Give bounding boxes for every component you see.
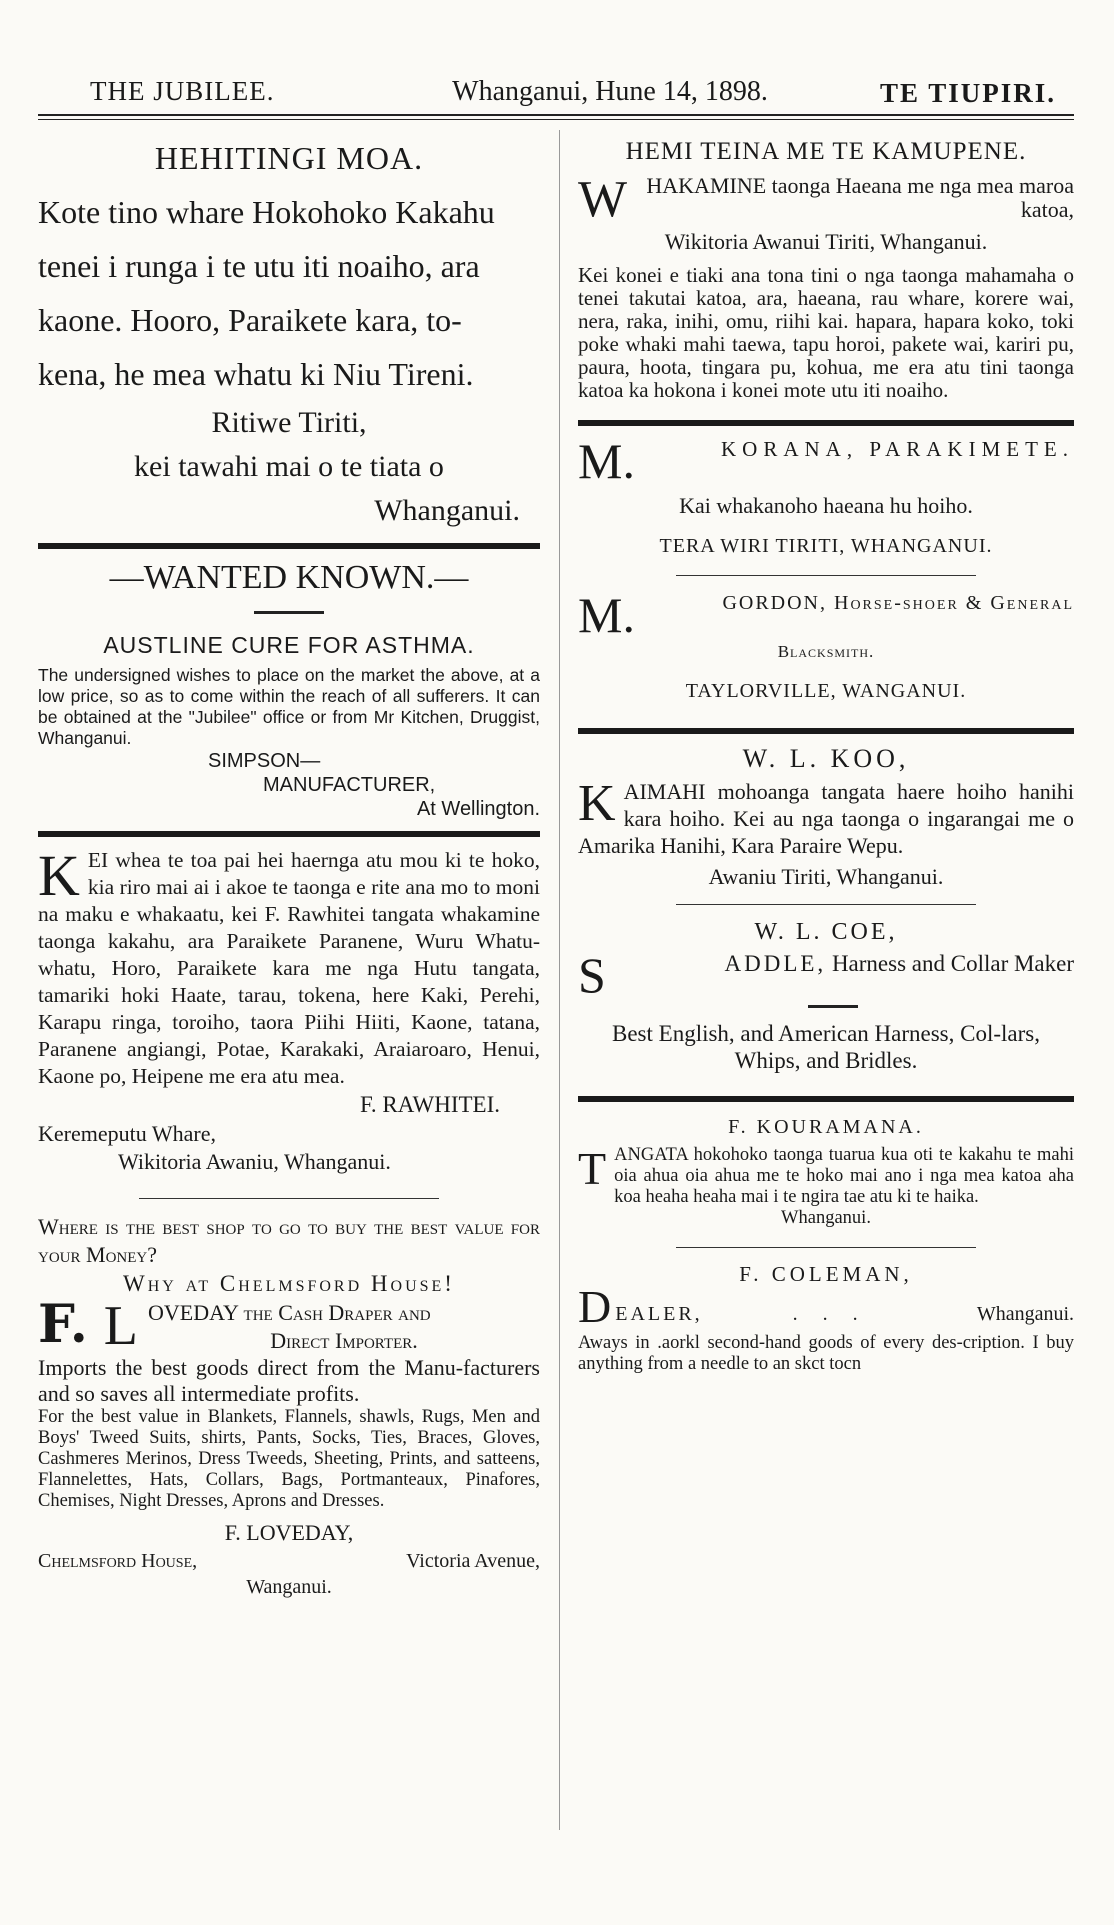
dropcap: K — [578, 775, 616, 833]
loveday-address — [38, 1548, 540, 1574]
hehitingi-town: Whanganui. — [374, 494, 520, 527]
masthead-rule-thin — [38, 119, 1074, 120]
section-rule — [578, 420, 1074, 426]
coe-body: Best English, and American Harness, Col-lars, Whips, and Bridles. — [612, 1020, 1040, 1073]
section-rule — [38, 831, 540, 837]
loveday-ad — [38, 1213, 540, 1600]
rawhitei-addr1: Keremeputu Whare, — [38, 1121, 216, 1146]
coleman-ad — [578, 1262, 1074, 1375]
loveday-heading — [38, 1294, 540, 1357]
asthma-sig-title: MANUFACTURER, — [263, 774, 436, 796]
title-dash — [808, 1005, 858, 1008]
coe-title: W. L. COE, — [754, 919, 898, 946]
hehitingi-line: tenei i runga i te utu iti noaiho, ara — [38, 248, 480, 284]
dropcap: S — [578, 947, 606, 1004]
kouramana-title: F. KOURAMANA. — [728, 1115, 924, 1138]
loveday-avenue: Victoria Avenue, — [406, 1550, 540, 1572]
section-rule-thin — [676, 575, 976, 576]
coleman-title: F. COLEMAN, — [739, 1261, 913, 1286]
rawhitei-body: EI whea te toa pai hei haernga atu mou ki te hoko, kia riro mai ai i akoe te taonga e rite ana mo to moni na maku e whakaatu, kei F. Rawhitei tangata whakamine taonga kakahu, ara Paraikete Paranene, Wuru Whatu-whatu, Horo, Paraikete kara me nga Hutu tangata, tamariki hoki Haate, tarau, tokena, here Kaki, Perehi, Karapu ringa, toroiho, taora Piihi Hiiti, Kaone, tatana, Paranene angiangi, Potae, Karakaki, Araiaroaro, Henui, Kaone po, Heipene me era atu mea. — [38, 848, 540, 1088]
coleman-heading — [578, 1280, 1074, 1332]
coleman-body: Aways in .aorkl second-hand goods of every des-cription. I buy anything from a needle to an skct tocn — [578, 1332, 1074, 1374]
hemi-ad — [578, 138, 1074, 402]
hehitingi-body — [38, 185, 540, 401]
title-dash — [254, 611, 324, 614]
right-column — [578, 130, 1074, 1375]
coleman-town: Whanganui. — [976, 1302, 1074, 1325]
dropcap: M. — [578, 586, 635, 643]
hemi-address: Wikitoria Awanui Tiriti, Whanganui. — [664, 229, 988, 255]
loveday-town: Wanganui. — [246, 1576, 332, 1598]
wanted-known-ad — [38, 559, 540, 821]
korana-line2: TERA WIRI TIRITI, WHANGANUI. — [659, 534, 993, 557]
hehitingi-street: Ritiwe Tiriti, — [211, 406, 367, 439]
coe-lead: ADDLE, — [724, 951, 827, 977]
korana-ad — [578, 433, 1074, 561]
dropcap: K — [38, 843, 80, 908]
loveday-where: Where is the best shop to go to buy the best value for your Money? — [38, 1214, 540, 1267]
loveday-house: Chelmsford House, — [38, 1550, 198, 1572]
dropcap: M. — [578, 433, 635, 490]
hehitingi-location: kei tawahi mai o te tiata o — [134, 450, 444, 483]
hemi-lead-rest: taonga Haeana me nga mea maroa katoa, — [766, 173, 1074, 222]
koo-body: mohoanga tangata haere hoiho hanihi kara hoiho. Kei au nga taonga o ingarangai me o Amarika Hanihi, Kara Paraire Wepu. — [578, 779, 1074, 859]
korana-title: KORANA, PARAKIMETE. — [721, 437, 1074, 462]
asthma-sig-name: SIMPSON— — [208, 750, 321, 772]
dropcap: F. — [38, 1294, 88, 1355]
hehitingi-line: kaone. Hooro, Paraikete kara, to- — [38, 302, 462, 338]
coleman-dots: . . . — [792, 1302, 868, 1325]
gordon-ad — [578, 586, 1074, 707]
column-divider — [559, 130, 560, 1830]
coe-lead-rest: Harness and Collar Maker — [826, 951, 1074, 977]
loveday-why: Why at Chelmsford House! — [123, 1271, 455, 1296]
gordon-heading — [578, 586, 1074, 643]
left-column — [38, 130, 540, 1600]
section-rule — [38, 543, 540, 549]
hemi-title: HEMI TEINA ME TE KAMUPENE. — [625, 138, 1027, 165]
koo-address: Awaniu Tiriti, Whanganui. — [708, 864, 944, 890]
hehitingi-line: Kote tino whare Hokohoko Kakahu — [38, 194, 495, 230]
section-rule-thin — [676, 904, 976, 905]
dropcap: D — [578, 1280, 612, 1332]
section-rule-thin — [139, 1198, 439, 1199]
dropcap: L — [103, 1295, 139, 1357]
rawhitei-ad — [38, 843, 540, 1176]
gordon-title: GORDON, Horse-shoer & General — [722, 591, 1074, 614]
loveday-head1: OVEDAY the Cash Draper and — [148, 1300, 431, 1325]
gordon-title2: Blacksmith. — [777, 642, 875, 662]
dropcap: T — [578, 1142, 607, 1194]
wanted-title: —WANTED KNOWN.— — [109, 559, 469, 596]
masthead-dateline: Whanganui, Hune 14, 1898. — [452, 76, 768, 107]
korana-line1: Kai whakanoho haeana hu hoiho. — [679, 492, 973, 518]
koo-title: W. L. KOO, — [742, 744, 910, 774]
koo-lead: AIMAHI — [623, 779, 706, 805]
asthma-sig-place: At Wellington. — [416, 798, 540, 820]
masthead-maori-title: TE TIUPIRI. — [879, 78, 1056, 108]
section-rule — [578, 1096, 1074, 1102]
kouramana-ad — [578, 1116, 1074, 1229]
asthma-body: The undersigned wishes to place on the market the above, at a low price, so as to come within the reach of all sufferers. It can be obtained at the "Jubilee" office or from Mr Kitchen, Druggist, Whanganui. — [38, 665, 540, 748]
koo-ad — [578, 744, 1074, 890]
dropcap: W — [578, 171, 628, 228]
korana-heading — [578, 433, 1074, 490]
loveday-imports: Imports the best goods direct from the Manu-facturers and so saves all intermediate profits. — [38, 1355, 540, 1406]
coe-heading — [578, 947, 1074, 1004]
hehitingi-line: kena, he mea whatu ki Niu Tireni. — [38, 356, 474, 392]
rawhitei-sig: F. RAWHITEI. — [359, 1092, 500, 1117]
hemi-body: Kei konei e tiaki ana tona tini o nga taonga mahamaha o tenei takutai katoa, ara, haeana, rau whare, korere wai, nera, raka, inihi, omu, riihi kai. hapara, hapara koko, toki poke whaki mahi taewa, tapu horoi, pakete wai, kariri pu, paura, hoota, tingara pu, kohua, me era atu tini taonga katoa ka hokona i konei mote utu iti noaiho. — [578, 263, 1074, 403]
coe-ad — [578, 919, 1074, 1074]
kouramana-body-block — [578, 1142, 1074, 1208]
asthma-title: AUSTLINE CURE FOR ASTHMA. — [103, 632, 475, 658]
section-rule — [578, 728, 1074, 734]
gordon-address: TAYLORVILLE, WANGANUI. — [685, 680, 967, 703]
kouramana-town: Whanganui. — [781, 1207, 871, 1228]
hemi-lead-block — [578, 171, 1074, 228]
section-rule-thin — [676, 1247, 976, 1248]
rawhitei-body-block — [38, 843, 540, 1090]
masthead-english-title: THE JUBILEE. — [90, 76, 275, 106]
masthead — [38, 74, 1074, 114]
hehitingi-ad — [38, 140, 540, 533]
masthead-rule — [38, 114, 1074, 116]
kouramana-body: ANGATA hokohoko taonga tuarua kua oti te kakahu te mahi oia ahua oia ahua me te hoko mai ano i nga mea katoa aha koa heaha heaha mai i te ngira tae atu ki te haika. — [614, 1144, 1074, 1207]
loveday-sig: F. LOVEDAY, — [224, 1520, 354, 1545]
rawhitei-addr2: Wikitoria Awaniu, Whanganui. — [118, 1149, 391, 1174]
hehitingi-title: HEHITINGI MOA. — [154, 140, 424, 176]
loveday-list: For the best value in Blankets, Flannels, shawls, Rugs, Men and Boys' Tweed Suits, shirts, Pants, Socks, Ties, Braces, Gloves, Cashmeres Merinos, Dress Tweeds, Sheeting, Prints, and satteens, Flannelettes, Hats, Collars, Bags, Portmanteaux, Pinafores, Chemises, Night Dresses, Aprons and Dresses. — [38, 1407, 540, 1511]
coleman-lead: EALER, — [615, 1302, 703, 1325]
loveday-head2: Direct Importer. — [270, 1328, 418, 1353]
koo-body-block — [578, 775, 1074, 859]
hemi-lead: HAKAMINE — [646, 173, 767, 198]
